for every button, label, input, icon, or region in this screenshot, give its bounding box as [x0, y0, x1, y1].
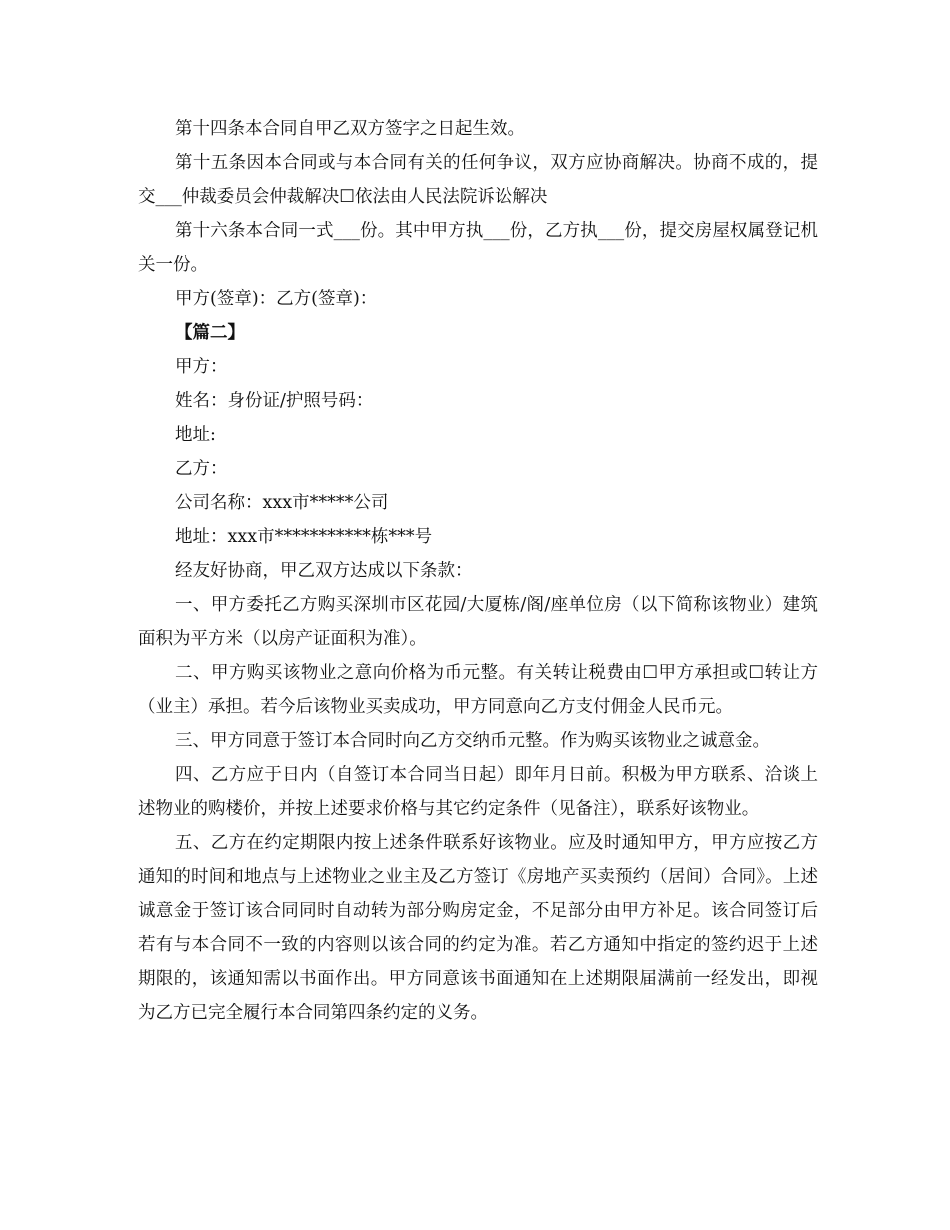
clause-2: 二、甲方购买该物业之意向价格为币元整。有关转让税费由☐甲方承担或☐转让方（业主）承担。若今后该物业买卖成功，甲方同意向乙方支付佣金人民币元。 — [138, 663, 818, 717]
clause-5: 五、乙方在约定期限内按上述条件联系好该物业。应及时通知甲方，甲方应按乙方通知的时间和地点与上述物业之业主及乙方签订《房地产买卖预约（居间）合同》。上述诚意金于签订该合同同时自动转为部分购房定金，不足部分由甲方补足。该合同签订后若有与本合同不一致的内容则以该合同的约定为准。若乙方通知中指定的签约迟于上述期限的，该通知需以书面作出。甲方同意该书面通知在上述期限届满前一经发出，即视为乙方已完全履行本合同第四条约定的义务。 — [138, 833, 818, 1023]
party-a-name-id: 姓名：身份证/护照号码： — [175, 391, 374, 411]
document-body — [138, 112, 818, 1030]
party-b-label: 乙方： — [175, 459, 228, 479]
clause-15: 第十五条因本合同或与本合同有关的任何争议，双方应协商解决。协商不成的，提交___仲裁委员会仲裁解决☐依法由人民法院诉讼解决 — [138, 153, 818, 207]
clause-4: 四、乙方应于日内（自签订本合同当日起）即年月日前。积极为甲方联系、洽谈上述物业的购楼价，并按上述要求价格与其它约定条件（见备注），联系好该物业。 — [138, 765, 818, 819]
signature-line: 甲方(签章)：乙方(签章)： — [175, 289, 378, 309]
clause-16: 第十六条本合同一式___份。其中甲方执___份，乙方执___份，提交房屋权属登记机关一份。 — [138, 221, 818, 275]
section-heading: 【篇二】 — [175, 323, 245, 343]
agreement-intro: 经友好协商，甲乙双方达成以下条款： — [175, 561, 473, 581]
clause-3: 三、甲方同意于签订本合同时向乙方交纳币元整。作为购买该物业之诚意金。 — [175, 731, 770, 751]
party-b-company: 公司名称：xxx市*****公司 — [175, 493, 389, 513]
clause-1: 一、甲方委托乙方购买深圳市区花园/大厦栋/阁/座单位房（以下简称该物业）建筑面积为平方米（以房产证面积为准）。 — [138, 595, 818, 649]
party-a-label: 甲方： — [175, 357, 228, 377]
party-b-address: 地址：xxx市***********栋***号 — [175, 527, 433, 547]
party-a-address: 地址: — [175, 425, 216, 445]
clause-14: 第十四条本合同自甲乙双方签字之日起生效。 — [175, 119, 525, 139]
